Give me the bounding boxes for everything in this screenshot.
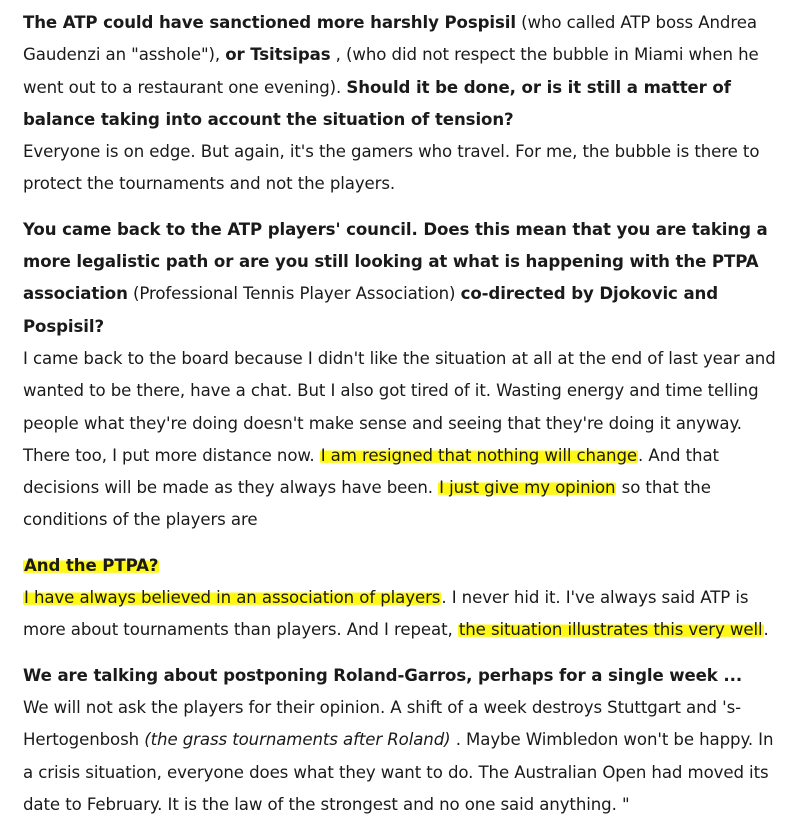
qa-block-players-council [23, 214, 783, 537]
highlighted-question: And the PTPA? [24, 555, 159, 575]
question-text: co-directed by Djokovic and Pospisil? [23, 284, 719, 336]
interview-answer [23, 582, 783, 647]
qa-block-ptpa [23, 550, 783, 647]
answer-text: . Maybe Wimbledon won't be happy. In a crisis situation, everyone does what they want to do. The Australian Open had moved its date to February. It is the law of the strongest and no one said anything. " [23, 730, 774, 814]
interview-question [23, 660, 783, 692]
question-text: The ATP could have sanctioned more harshly Pospisil [23, 13, 516, 32]
interview-answer: Everyone is on edge. But again, it's the gamers who travel. For me, the bubble is there to protect the tournaments and not the players. [23, 142, 760, 194]
interview-question [23, 550, 783, 582]
question-text: You came back to the ATP players' council. Does this mean that you are taking a more legalistic path or are you still looking at what is happening with the PTPA association [23, 219, 768, 304]
question-text: Should it be done, or is it still a matter of balance taking into account the situation of tension? [23, 77, 731, 129]
highlighted-text: I am resigned that nothing will change [320, 445, 637, 465]
highlighted-text: I just give my opinion [439, 478, 616, 498]
question-text: or Tsitsipas [225, 45, 331, 65]
answer-text: . [763, 620, 769, 640]
interview-answer [23, 343, 783, 537]
qa-block-roland-garros [23, 660, 783, 821]
answer-italic-aside: (the grass tournaments after Roland) [144, 730, 451, 750]
answer-text: so that the conditions of the players are [23, 478, 711, 530]
answer-text: . And that decisions will be made as they always have been. [23, 445, 719, 498]
interview-answer [23, 692, 783, 821]
question-aside: (Professional Tennis Player Association) [127, 284, 461, 304]
question-aside: (who called ATP boss Andrea Gaudenzi an "asshole"), [23, 13, 757, 65]
article-body [23, 7, 783, 821]
qa-block-sanctions [23, 7, 783, 201]
answer-text: We will not ask the players for their opinion. A shift of a week destroys Stuttgart and 's-Hertogenbosh [23, 697, 742, 750]
highlighted-text: the situation illustrates this very well [458, 620, 763, 640]
question-text: We are talking about postponing Roland-Garros, perhaps for a single week ... [23, 665, 743, 685]
interview-question [23, 214, 783, 343]
question-aside: , (who did not respect the bubble in Miami when he went out to a restaurant one evening). [23, 45, 759, 97]
answer-text: I came back to the board because I didn't like the situation at all at the end of last year and wanted to be there, have a chat. But I also got tired of it. Wasting energy and time telling people what they're doing doesn't make sense and seeing that they're doing it anyway. There too, I put more distance now. [23, 348, 776, 465]
interview-question [23, 7, 783, 136]
highlighted-text: I have always believed in an association of players [24, 588, 441, 608]
answer-text: . I never hid it. I've always said ATP is more about tournaments than players. And I repeat, [23, 588, 749, 640]
